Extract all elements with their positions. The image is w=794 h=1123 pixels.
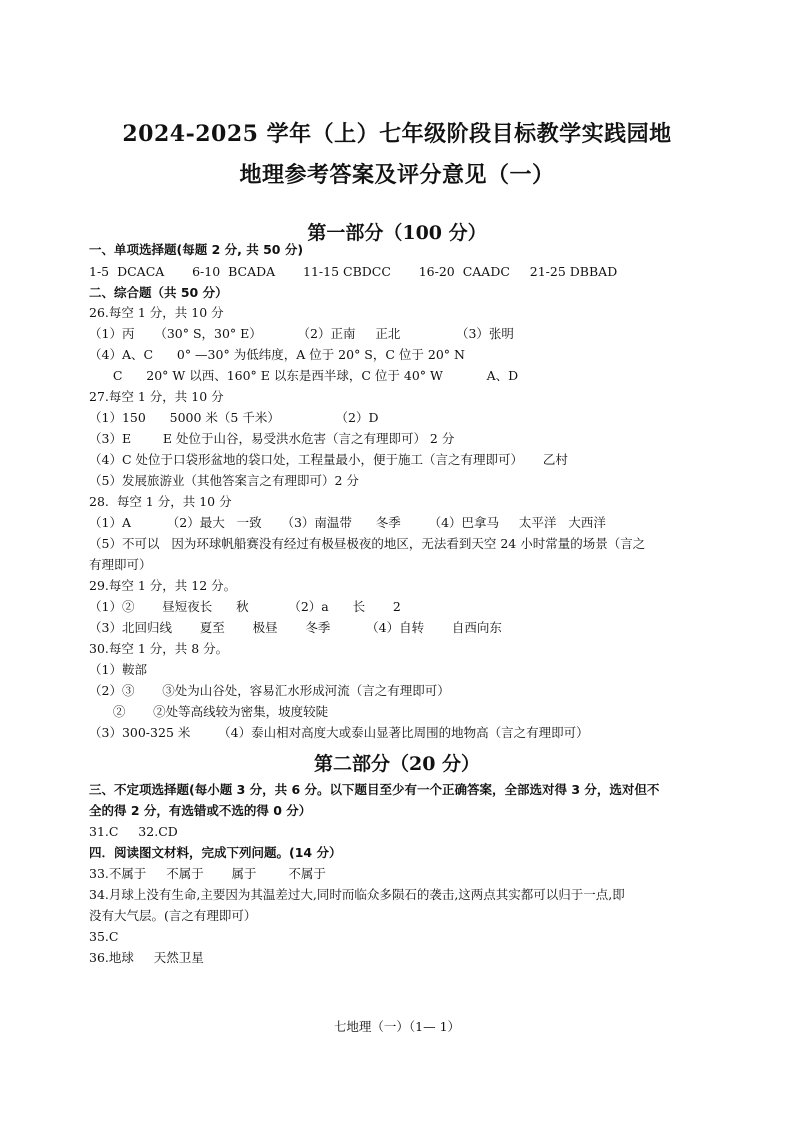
answer-line: （1）150 5000 米（5 千米） （2）D	[89, 410, 379, 425]
answer-line: 36.地球 天然卫星	[89, 950, 204, 965]
answer-line: 1-5 DCACA 6-10 BCADA 11-15 CBDCC 16-20 CAADC 21-25 DBBAD	[89, 264, 618, 279]
answer-line: 三、不定项选择题(每小题 3 分，共 6 分。以下题目至少有一个正确答案，全部选对得 3 分，选对但不	[89, 782, 660, 797]
answer-line: 四．阅读图文材料，完成下列问题。(14 分）	[89, 845, 342, 860]
document-subtitle: 地理参考答案及评分意见（一）	[239, 162, 555, 188]
answer-line: 34.月球上没有生命,主要因为其温差过大,同时而临众多陨石的袭击,这两点其实都可以归于一点,即	[89, 887, 625, 902]
answer-line: 有理即可）	[89, 557, 152, 572]
answer-line: 30.每空 1 分，共 8 分。	[89, 641, 229, 656]
answer-line: （1）A （2）最大 一致 （3）南温带 冬季 （4）巴拿马 太平洋 大西洋	[89, 515, 606, 530]
answer-line: （1）丙 （30° S，30° E） （2）正南 正北 （3）张明	[89, 326, 514, 341]
answer-line: 全的得 2 分，有选错或不选的得 0 分）	[89, 803, 312, 818]
answer-line: （3）北回归线 夏至 极昼 冬季 （4）自转 自西向东	[89, 620, 502, 635]
answer-line: （1）鞍部	[89, 662, 147, 677]
answer-line: 26.每空 1 分，共 10 分	[89, 305, 224, 320]
answer-line: 35.C	[89, 929, 119, 944]
answer-line: 28. 每空 1 分，共 10 分	[89, 494, 232, 509]
answer-line: （3）300-325 米 （4）泰山相对高度大或泰山显著比周围的地物高（言之有理即可）	[89, 725, 589, 740]
answer-line: （3）E E 处位于山谷，易受洪水危害（言之有理即可） 2 分	[89, 431, 455, 446]
answer-line: 31.C 32.CD	[89, 824, 178, 839]
answer-line: C 20° W 以西、160° E 以东是西半球，C 位于 40° W A、D	[89, 368, 519, 383]
answer-line: 没有大气层。(言之有理即可）	[89, 908, 257, 923]
answer-line: （4）A、C 0° —30° 为低纬度，A 位于 20° S，C 位于 20° N	[89, 347, 465, 362]
part-one-heading: 第一部分（100 分）	[307, 222, 487, 244]
answer-line: （2）③ ③处为山谷处，容易汇水形成河流（言之有理即可）	[89, 683, 450, 698]
answer-line: 27.每空 1 分，共 10 分	[89, 389, 224, 404]
answer-line: 33.不属于 不属于 属于 不属于	[89, 866, 326, 881]
document-title: 2024-2025 学年（上）七年级阶段目标教学实践园地	[122, 121, 672, 147]
answer-line: （5）发展旅游业（其他答案言之有理即可）2 分	[89, 473, 359, 488]
answer-line: （5）不可以 因为环球帆船赛没有经过有极昼极夜的地区，无法看到天空 24 小时常量的场景（言之	[89, 536, 646, 551]
answer-line: 29.每空 1 分，共 12 分。	[89, 578, 237, 593]
answer-line: 二、综合题（共 50 分）	[89, 285, 228, 300]
page-footer: 七地理（一）（1— 1）	[333, 1019, 461, 1034]
part-two-heading: 第二部分（20 分）	[313, 753, 481, 775]
answer-line: （1）② 昼短夜长 秋 （2）a 长 2	[89, 599, 401, 614]
answer-line: ② ②处等高线较为密集，坡度较陡	[89, 704, 329, 719]
answer-line: 一、单项选择题(每题 2 分, 共 50 分)	[89, 242, 304, 257]
answer-line: （4）C 处位于口袋形盆地的袋口处，工程量最小，便于施工（言之有理即可） 乙村	[89, 452, 568, 467]
